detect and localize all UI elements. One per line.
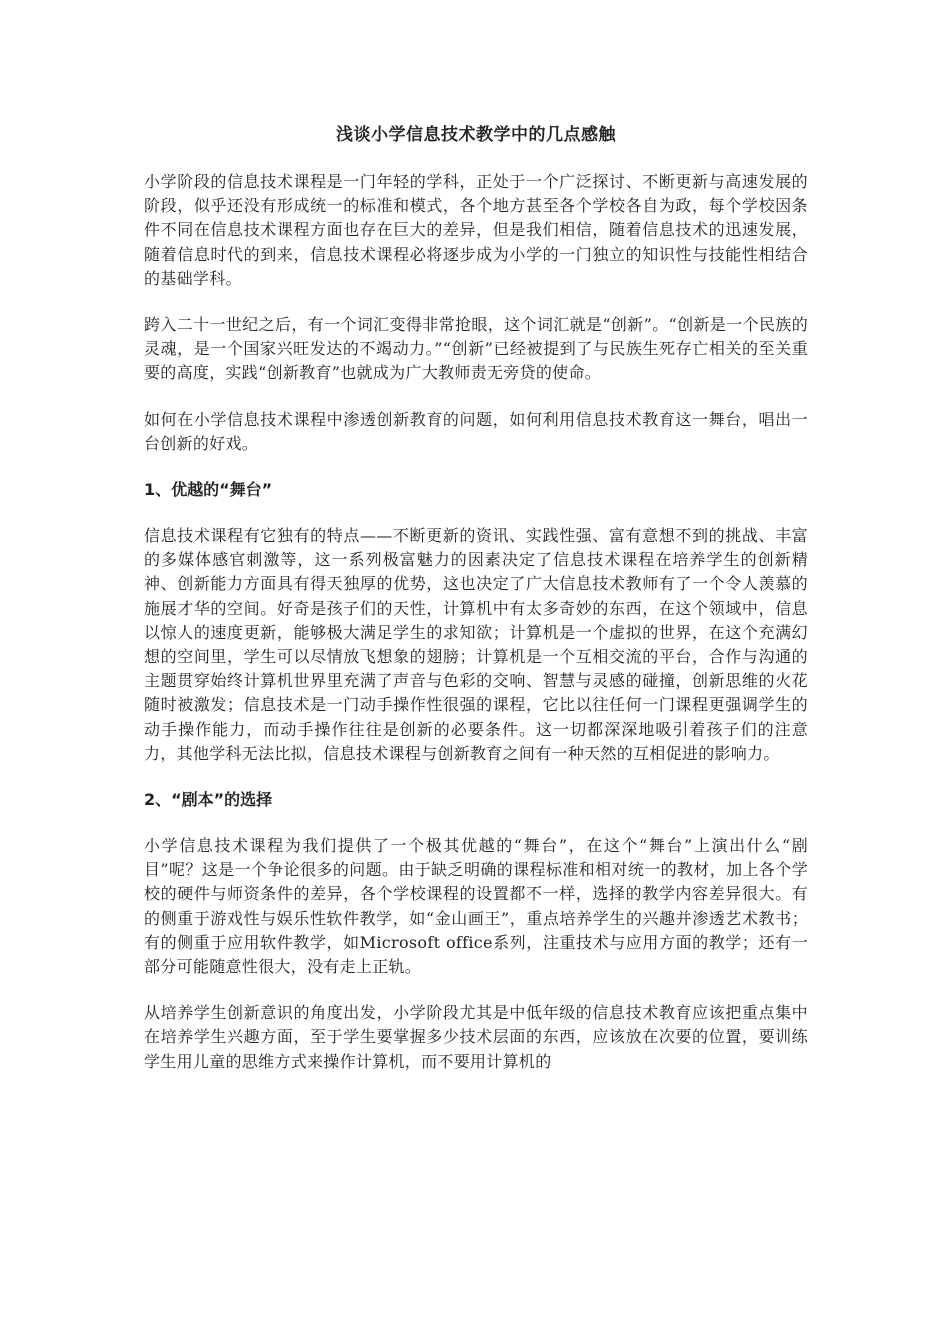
section-1-heading: 1、优越的“舞台” (144, 480, 273, 500)
section-2-paragraph-2: 从培养学生创新意识的角度出发，小学阶段尤其是中低年级的信息技术教育应该把重点集中在培养学生兴趣方面，至于学生要掌握多少技术层面的东西，应该放在次要的位置，要训练学生用儿童的思维方式来操作计算机，而不要用计算机的 (144, 1003, 808, 1071)
section-2-heading: 2、“剧本”的选择 (144, 790, 273, 810)
document-title: 浅谈小学信息技术教学中的几点感触 (336, 125, 616, 145)
section-1-paragraph: 信息技术课程有它独有的特点——不断更新的资讯、实践性强、富有意想不到的挑战、丰富的多媒体感官刺激等，这一系列极富魅力的因素决定了信息技术课程在培养学生的创新精神、创新能力方面具有得天独厚的优势，这也决定了广大信息技术教师有了一个令人羡慕的施展才华的空间。好奇是孩子们的天性，计算机中有太多奇妙的东西，在这个领域中，信息以惊人的速度更新，能够极大满足学生的求知欲；计算机是一个虚拟的世界，在这个充满幻想的空间里，学生可以尽情放飞想象的翅膀；计算机是一个互相交流的平台，合作与沟通的主题贯穿始终计算机世界里充满了声音与色彩的交响、智慧与灵感的碰撞，创新思维的火花随时被激发；信息技术是一门动手操作性很强的课程，它比以往任何一门课程更强调学生的动手操作能力，而动手操作往往是创新的必要条件。这一切都深深地吸引着孩子们的注意力，其他学科无法比拟，信息技术课程与创新教育之间有一种天然的互相促进的影响力。 (144, 526, 808, 763)
document-body (144, 122, 808, 1096)
intro-paragraph-3: 如何在小学信息技术课程中渗透创新教育的问题，如何利用信息技术教育这一舞台，唱出一台创新的好戏。 (144, 409, 808, 453)
section-2-paragraph-1: 小学信息技术课程为我们提供了一个极其优越的“舞台”，在这个“舞台”上演出什么“剧目”呢？这是一个争论很多的问题。由于缺乏明确的课程标准和相对统一的教材，加上各个学校的硬件与师资条件的差异，各个学校课程的设置都不一样，选择的教学内容差异很大。有的侧重于游戏性与娱乐性软件教学，如“金山画王”，重点培养学生的兴趣并渗透艺术教书；有的侧重于应用软件教学，如Microsoft office系列，注重技术与应用方面的教学；还有一部分可能随意性很大，没有走上正轨。 (144, 836, 808, 977)
intro-paragraph-1: 小学阶段的信息技术课程是一门年轻的学科，正处于一个广泛探讨、不断更新与高速发展的阶段，似乎还没有形成统一的标准和模式，各个地方甚至各个学校各自为政，每个学校因条件不同在信息技术课程方面也存在巨大的差异，但是我们相信，随着信息技术的迅速发展，随着信息时代的到来，信息技术课程必将逐步成为小学的一门独立的知识性与技能性相结合的基础学科。 (144, 172, 808, 288)
intro-paragraph-2: 跨入二十一世纪之后，有一个词汇变得非常抢眼，这个词汇就是“创新”。“创新是一个民族的灵魂，是一个国家兴旺发达的不竭动力。”“创新”已经被提到了与民族生死存亡相关的至关重要的高度，实践“创新教育”也就成为广大教师责无旁贷的使命。 (144, 315, 808, 383)
